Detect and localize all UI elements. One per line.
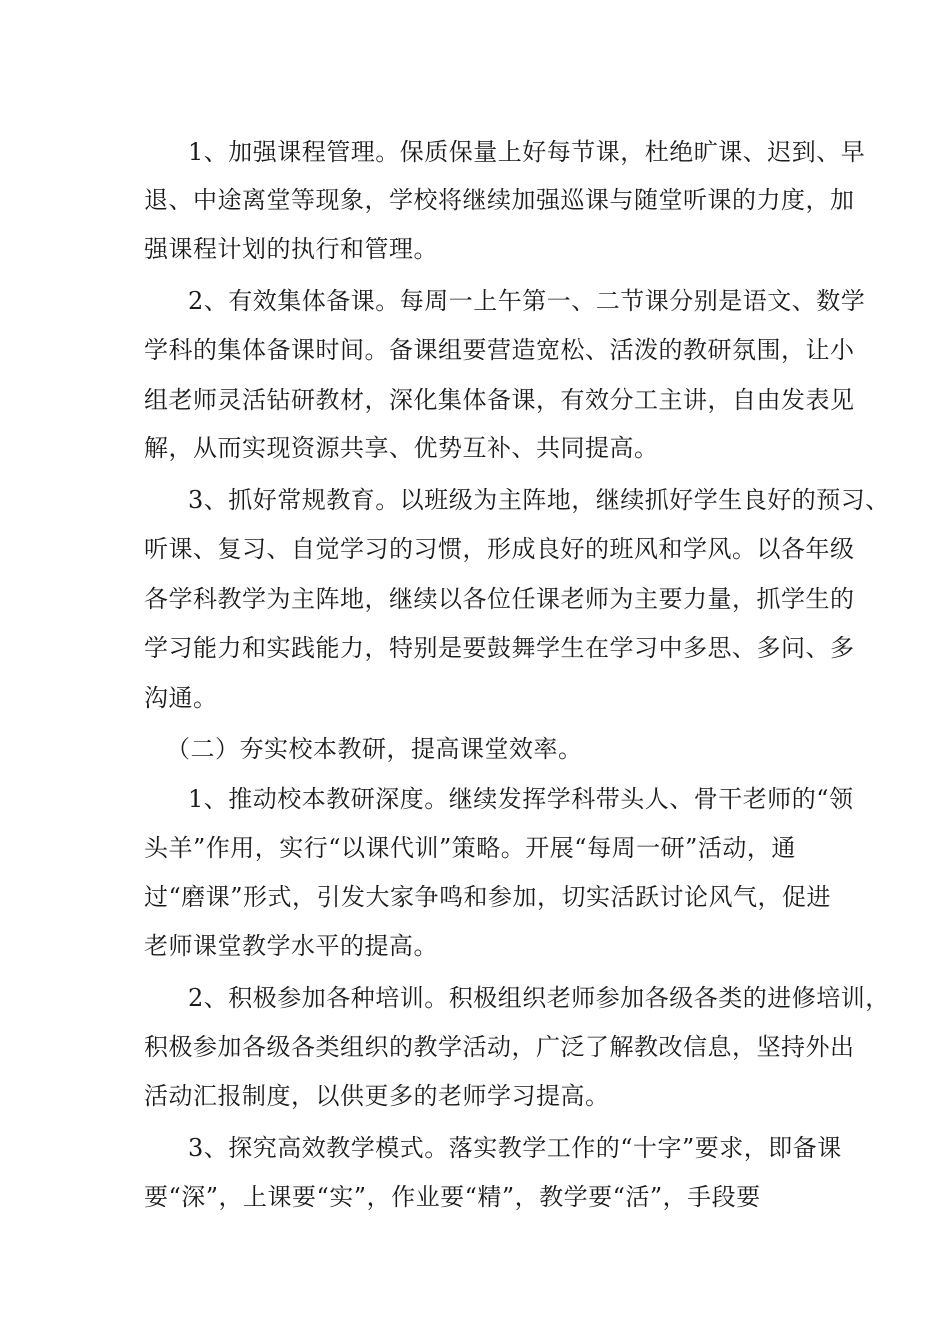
text-line: 学科的集体备课时间。备课组要营造宽松、活泼的教研氛围，让小 — [144, 336, 855, 364]
text-line: 过“磨课”形式，引发大家争鸣和参加，切实活跃讨论风气，促进 — [144, 883, 832, 911]
text-line: 头羊”作用，实行“以课代训”策略。开展“每周一研”活动，通 — [144, 834, 796, 862]
text-line: 3、探究高效教学模式。落实教学工作的“十字”要求，即备课 — [188, 1134, 842, 1162]
section-heading: （二）夯实校本教研，提高课堂效率。 — [166, 735, 583, 763]
text-line: 老师课堂教学水平的提高。 — [144, 932, 438, 960]
text-line: 2、积极参加各种培训。积极组织老师参加各级各类的进修培训， — [188, 984, 890, 1012]
text-line: 各学科教学为主阵地，继续以各位任课老师为主要力量，抓学生的 — [144, 585, 855, 613]
text-line: 强课程计划的执行和管理。 — [144, 235, 438, 263]
text-line: 积极参加各级各类组织的教学活动，广泛了解教改信息，坚持外出 — [144, 1033, 855, 1061]
text-line: 沟通。 — [144, 684, 218, 712]
text-line: 退、中途离堂等现象，学校将继续加强巡课与随堂听课的力度，加 — [144, 186, 855, 214]
text-line: 听课、复习、自觉学习的习惯，形成良好的班风和学风。以各年级 — [144, 535, 855, 563]
text-line: 3、抓好常规教育。以班级为主阵地，继续抓好学生良好的预习、 — [188, 486, 890, 514]
text-line: 活动汇报制度，以供更多的老师学习提高。 — [144, 1082, 610, 1110]
text-line: 解，从而实现资源共享、优势互补、共同提高。 — [144, 434, 659, 462]
text-line: 学习能力和实践能力，特别是要鼓舞学生在学习中多思、多问、多 — [144, 634, 855, 662]
text-line: 1、推动校本教研深度。继续发挥学科带头人、骨干老师的“领 — [188, 785, 854, 813]
text-line: 2、有效集体备课。每周一上午第一、二节课分别是语文、数学 — [188, 287, 866, 315]
text-line: 1、加强课程管理。保质保量上好每节课，杜绝旷课、迟到、早 — [188, 138, 866, 166]
text-line: 组老师灵活钻研教材，深化集体备课，有效分工主讲，自由发表见 — [144, 386, 855, 414]
text-line: 要“深”，上课要“实”，作业要“精”，教学要“活”，手段要 — [144, 1183, 761, 1211]
